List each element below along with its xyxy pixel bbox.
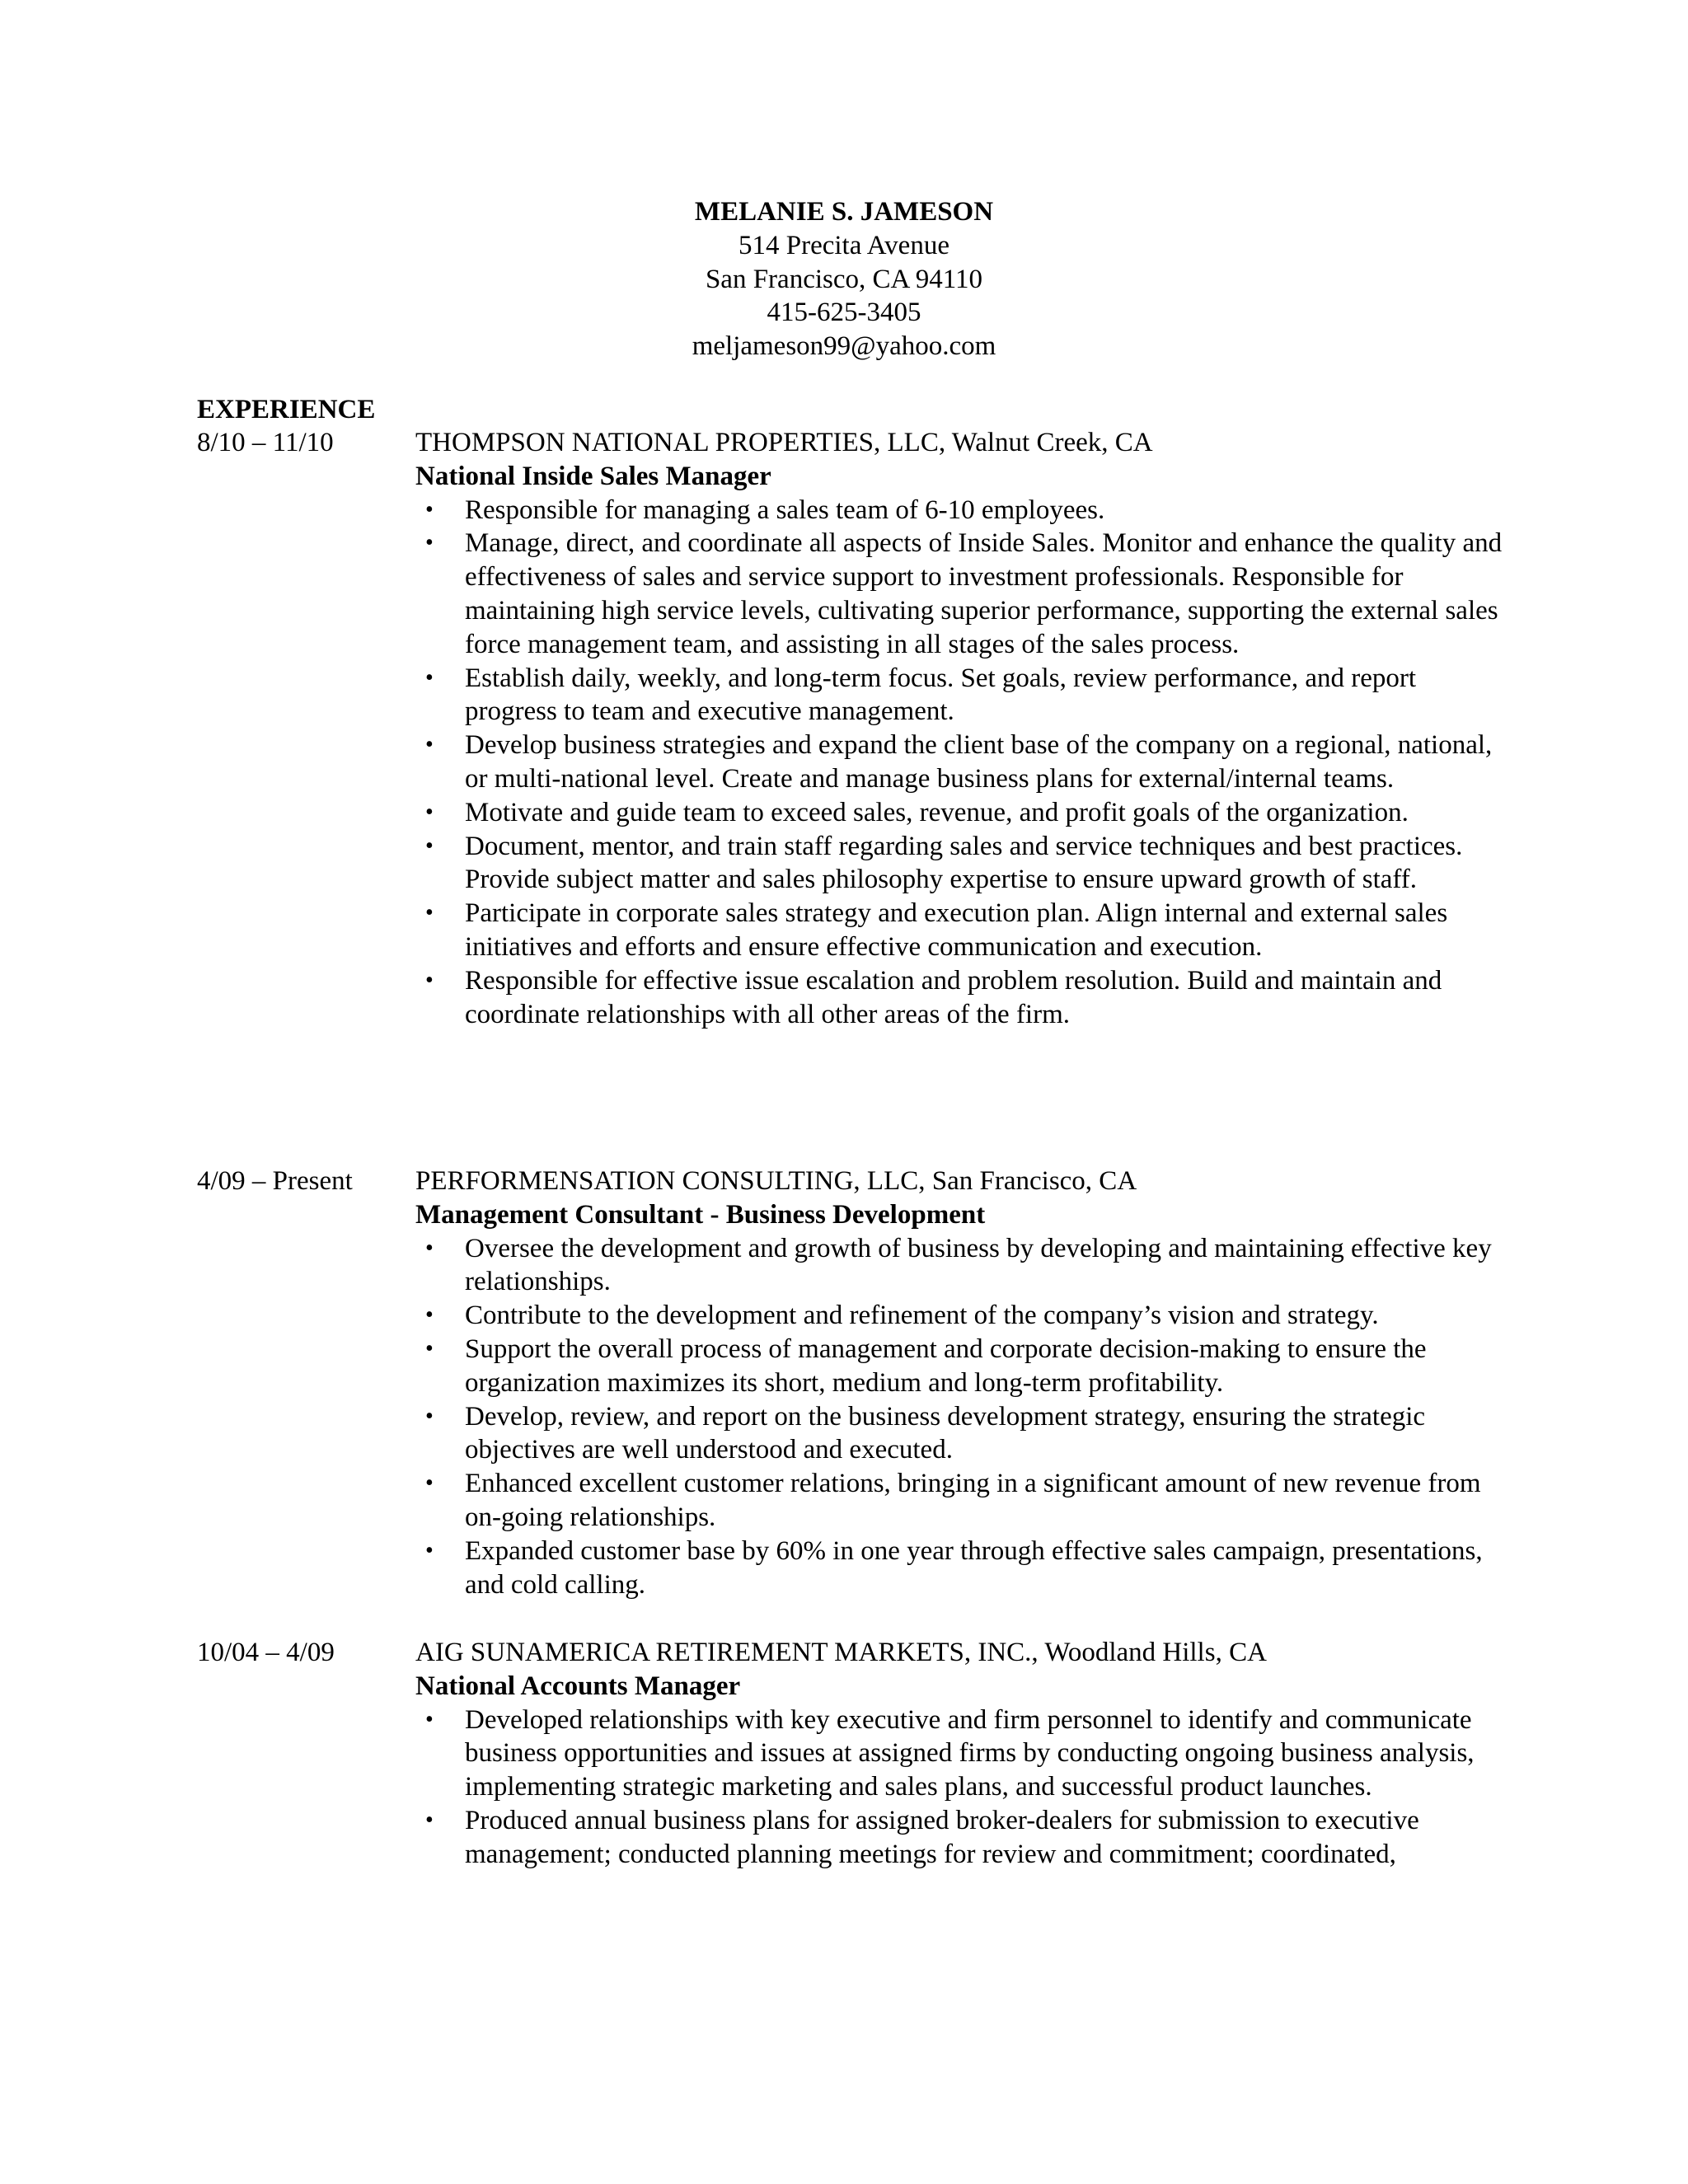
bullet-icon: • (425, 1807, 434, 1833)
bullet-text: Support the overall process of management and corporate decision-making to ensure the organization maximizes its short, medium and long-term profitability. (465, 1333, 1427, 1398)
bullet-icon: • (425, 1403, 434, 1429)
bullet-item (415, 1804, 1503, 1872)
bullet-icon: • (425, 664, 434, 691)
applicant-name: MELANIE S. JAMESON (694, 197, 994, 227)
bullet-text: Manage, direct, and coordinate all aspects of Inside Sales. Monitor and enhance the quality and effectiveness of sales and service support to investment professionals. Responsible for maintaining high service levels, cultivating superior performance, supporting the external sales force management team, and assisting in all stages of the sales process. (465, 528, 1503, 659)
job-dates: 8/10 – 11/10 (197, 428, 334, 457)
street-address: 514 Precita Avenue (738, 230, 950, 260)
bullet-text: Expanded customer base by 60% in one year through effective sales campaign, presentations, and cold calling. (465, 1535, 1483, 1600)
bullet-text: Developed relationships with key executive and firm personnel to identify and communicate business opportunities and issues at assigned firms by conducting ongoing business analysis, implementing strategic marketing and sales plans, and successful product launches. (465, 1704, 1475, 1802)
bullet-icon: • (425, 496, 434, 523)
bullet-icon: • (425, 832, 434, 859)
bullet-item (415, 1400, 1503, 1468)
bullet-text: Produced annual business plans for assigned broker-dealers for submission to executive management; conducted planning meetings for review and commitment; coordinated, (465, 1805, 1419, 1869)
job-company: AIG SUNAMERICA RETIREMENT MARKETS, INC., Woodland Hills, CA (415, 1638, 1267, 1667)
job-company: THOMPSON NATIONAL PROPERTIES, LLC, Walnut Creek, CA (415, 428, 1153, 457)
bullet-text: Enhanced excellent customer relations, bringing in a significant amount of new revenue from on-going relationships. (465, 1469, 1481, 1532)
contact-header (0, 195, 1688, 363)
bullet-text: Contribute to the development and refinement of the company’s vision and strategy. (465, 1301, 1379, 1331)
bullet-icon: • (425, 967, 434, 993)
bullet-item (415, 1467, 1503, 1535)
bullet-text: Motivate and guide team to exceed sales, revenue, and profit goals of the organization. (465, 797, 1409, 827)
phone-number: 415-625-3405 (767, 298, 921, 328)
bullet-icon: • (425, 530, 434, 556)
city-state-zip: San Francisco, CA 94110 (705, 264, 983, 294)
job-title: Management Consultant - Business Development (415, 1199, 986, 1230)
bullet-item (415, 662, 1503, 729)
job-bullets (415, 1704, 1503, 1872)
bullet-icon: • (425, 732, 434, 758)
bullet-text: Develop, review, and report on the business development strategy, ensuring the strategic objectives are well understood and executed. (465, 1401, 1426, 1465)
job-details (415, 1636, 1503, 1872)
bullet-item (415, 527, 1503, 661)
bullet-item (415, 1704, 1503, 1804)
bullet-item (415, 1299, 1503, 1333)
bullet-text: Responsible for effective issue escalation and problem resolution. Build and maintain and coordinate relationships with all other areas of the firm. (465, 965, 1442, 1029)
bullet-text: Responsible for managing a sales team of 6-10 employees. (465, 494, 1105, 525)
job-company: PERFORMENSATION CONSULTING, LLC, San Francisco, CA (415, 1166, 1137, 1196)
bullet-icon: • (425, 1706, 434, 1732)
job-title: National Accounts Manager (415, 1671, 741, 1701)
bullet-item (415, 796, 1503, 830)
bullet-item (415, 729, 1503, 796)
email-address: meljameson99@yahoo.com (692, 331, 996, 362)
job-details (415, 426, 1503, 1031)
experience-heading: EXPERIENCE (197, 395, 376, 424)
bullet-icon: • (425, 1470, 434, 1497)
bullet-icon: • (425, 799, 434, 825)
bullet-icon: • (425, 1537, 434, 1563)
bullet-icon: • (425, 1302, 434, 1329)
job-bullets (415, 494, 1503, 1032)
bullet-item (415, 830, 1503, 898)
bullet-text: Oversee the development and growth of business by developing and maintaining effective key relationships. (465, 1233, 1492, 1297)
bullet-text: Establish daily, weekly, and long-term focus. Set goals, review performance, and report progress to team and executive management. (465, 663, 1417, 727)
bullet-item (415, 1232, 1503, 1300)
job-bullets (415, 1232, 1503, 1602)
bullet-text: Participate in corporate sales strategy and execution plan. Align internal and external sales initiatives and efforts and ensure effective communication and execution. (465, 898, 1448, 962)
job-dates: 10/04 – 4/09 (197, 1638, 335, 1667)
bullet-item (415, 1535, 1503, 1602)
bullet-icon: • (425, 1335, 434, 1361)
bullet-icon: • (425, 900, 434, 926)
bullet-icon: • (425, 1235, 434, 1261)
bullet-item (415, 964, 1503, 1032)
job-details (415, 1165, 1503, 1601)
bullet-item (415, 897, 1503, 964)
job-dates: 4/09 – Present (197, 1166, 353, 1196)
job-title: National Inside Sales Manager (415, 461, 771, 491)
bullet-item (415, 494, 1503, 527)
bullet-text: Develop business strategies and expand the client base of the company on a regional, national, or multi-national level. Create and manage business plans for external/internal teams. (465, 730, 1493, 794)
bullet-text: Document, mentor, and train staff regarding sales and service techniques and best practices. Provide subject matter and sales philosophy expertise to ensure upward growth of staff. (465, 831, 1463, 895)
bullet-item (415, 1333, 1503, 1400)
